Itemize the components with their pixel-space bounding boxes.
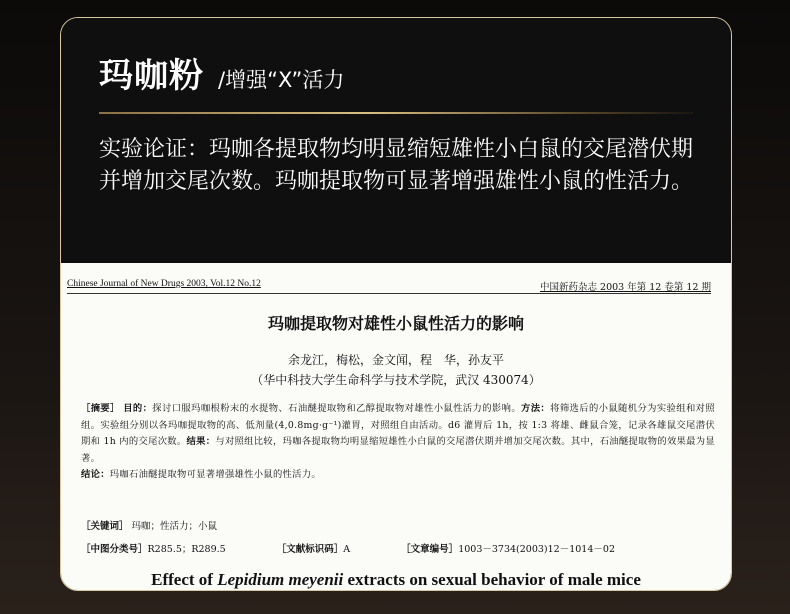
title-row bbox=[99, 48, 344, 97]
product-subtitle: /增强“X”活力 bbox=[218, 68, 345, 92]
keywords-value: 玛咖；性活力；小鼠 bbox=[131, 521, 218, 532]
doc-label: ［文献标识码］ bbox=[276, 544, 344, 555]
english-title bbox=[61, 570, 731, 590]
aim-text: 探讨口服玛咖根粉末的水提物、石油醚提取物和乙醇提取物对雄性小鼠性活力的影响。 bbox=[152, 403, 522, 414]
conclusion-label: 结论： bbox=[81, 469, 110, 480]
doc-value: A bbox=[343, 544, 351, 555]
product-card bbox=[60, 17, 732, 591]
class-label: ［中图分类号］ bbox=[81, 544, 148, 555]
experiment-description: 实验论证：玛咖各提取物均明显缩短雄性小白鼠的交尾潜伏期并增加交尾次数。玛咖提取物可显著增强雄性小鼠的性活力。 bbox=[99, 137, 694, 194]
aim-label: 目的： bbox=[123, 403, 153, 414]
product-title: 玛咖粉 bbox=[99, 56, 204, 96]
journal-header-en: Chinese Journal of New Drugs 2003, Vol.12 No.12 bbox=[67, 279, 261, 289]
result-label: 结果： bbox=[186, 436, 216, 447]
paper-affiliation: （华中科技大学生命科学与技术学院，武汉 430074） bbox=[251, 373, 541, 387]
gold-divider bbox=[99, 112, 693, 114]
header-panel bbox=[61, 18, 731, 263]
method-text: 将筛选后的小鼠随机分为实验组和对照组。实验组分别以各玛咖提取物的高、低剂量(4,0.8mg·g⁻¹)灌胃，对照组自由活动。d6 灌胃后 1h，按 1:3 将雄、雌鼠合笼，记录各雄鼠交尾潜伏期和 1h 内的交尾次数。 bbox=[81, 403, 715, 447]
journal-header-cn: 中国新药杂志 2003 年第 12 卷第 12 期 bbox=[540, 282, 711, 293]
result-text: 与对照组比较，玛咖各提取物均明显缩短雄性小白鼠的交尾潜伏期并增加交尾次数。其中，石油醚提取物的效果最为显著。 bbox=[81, 436, 715, 464]
class-value: R285.5；R289.5 bbox=[147, 544, 226, 555]
conclusion-text: 玛咖石油醚提取物可显著增强雄性小鼠的性活力。 bbox=[109, 469, 321, 480]
paper-abstract bbox=[81, 401, 715, 484]
paper-title: 玛咖提取物对雄性小鼠性活力的影响 bbox=[267, 314, 524, 333]
en-title-pre: Effect of bbox=[151, 570, 218, 589]
method-label: 方法： bbox=[521, 403, 551, 414]
article-value: 1003－3734(2003)12－1014－02 bbox=[458, 544, 615, 555]
classification-line bbox=[81, 541, 721, 555]
header-rule bbox=[67, 293, 711, 294]
en-title-species: Lepidium meyenii bbox=[217, 570, 344, 589]
article-label: ［文章编号］ bbox=[401, 544, 459, 555]
keywords-label: ［关键词］ bbox=[81, 521, 129, 532]
keywords-line bbox=[81, 518, 217, 532]
abstract-label: ［摘要］ bbox=[81, 403, 120, 414]
paper-excerpt bbox=[61, 263, 731, 590]
en-title-post: extracts on sexual behavior of male mice bbox=[343, 570, 641, 589]
paper-authors: 余龙江，梅松，金文闻，程 华，孙友平 bbox=[287, 353, 504, 367]
